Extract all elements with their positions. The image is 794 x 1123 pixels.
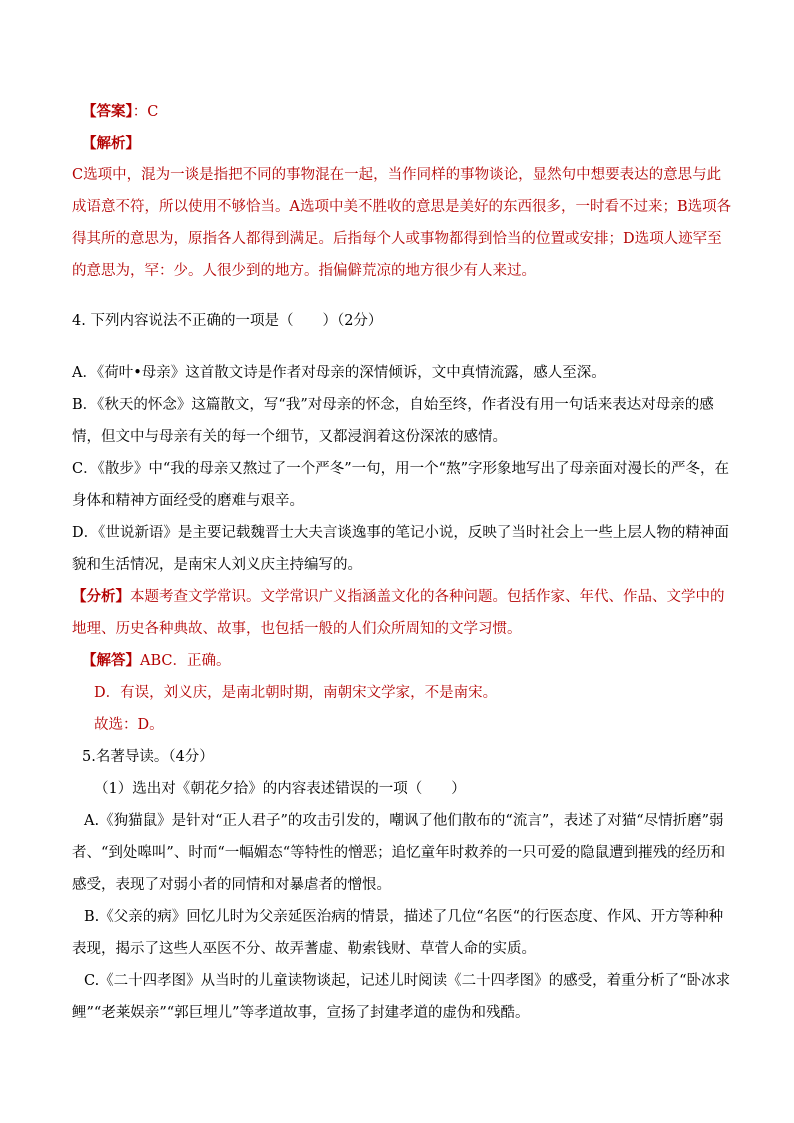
question-4-analysis-text: 本题考查文学常识。文学常识广义指涵盖文化的各种问题。包括作家、年代、作品、文学中的地理、历史各种典故、故事，也包括一般的人们众所周知的文学习惯。 (72, 589, 725, 637)
answer-line (72, 96, 742, 128)
question-4-option-b: B．《秋天的怀念》这篇散文，写“我”对母亲的怀念，自始至终，作者没有用一句话来表达对母亲的感情，但文中与母亲有关的每一个细节，又都浸润着这份深浓的感情。 (72, 397, 714, 445)
analysis-label-line (72, 128, 742, 160)
answer-separator: ： (132, 104, 148, 120)
question-5-stem: 5.名著导读。（4分） (82, 749, 214, 765)
question-4-choice: 故选：D。 (94, 717, 164, 733)
question-4-solution-d: D．有误，刘义庆，是南北朝时期，南朝宋文学家，不是南宋。 (94, 685, 498, 701)
question-4-stem: 4. 下列内容说法不正确的一项是（ ）（2分） (72, 313, 383, 329)
question-5-option-a: A.《狗猫鼠》是针对“正人君子”的攻击引发的，嘲讽了他们散布的“流言”，表述了对猫“尽情折磨”弱者、“到处嗥叫”、时而“一幅媚态“等特性的憎恶；追忆童年时救养的一只可爱的隐鼠遭到摧残的经历和感受，表现了对弱小者的同情和对暴虐者的憎恨。 (72, 813, 726, 893)
question-5-option-b: B.《父亲的病》回忆儿时为父亲延医治病的情景，描述了几位“名医“的行医态度、作风、开方等种种表现，揭示了这些人巫医不分、故弄蓍虚、勒索钱财、草菅人命的实质。 (72, 909, 724, 957)
analysis-text: C选项中，混为一谈是指把不同的事物混在一起，当作同样的事物谈论，显然句中想要表达的意思与此成语意不符，所以使用不够恰当。A选项中美不胜收的意思是美好的东西很多，一时看不过来；B选项各得其所的意思为，原指各人都得到满足。后指每个人或事物都得到恰当的位置或安排；D选项人迹罕至的意思为，罕：少。人很少到的地方。指偏僻荒凉的地方很少有人来过。 (72, 167, 732, 279)
question-5-option-c: C.《二十四孝图》从当时的儿童读物谈起，记述儿时阅读《二十四孝图》的感受，着重分析了“卧冰求鲤”“老莱娱亲”“郭巨埋儿”等孝道故事，宣扬了封建孝道的虚伪和残酷。 (72, 973, 731, 1021)
question-4-solution (72, 645, 742, 677)
question-4-option-d: D．《世说新语》是主要记载魏晋士大夫言谈逸事的笔记小说，反映了当时社会上一些上层人物的精神面貌和生活情况，是南宋人刘义庆主持编写的。 (72, 525, 729, 573)
analysis-label: 【解析】 (82, 135, 140, 152)
question-4-solution-text: ABC．正确。 (140, 653, 231, 669)
question-4-option-a: A．《荷叶•母亲》这首散文诗是作者对母亲的深情倾诉，文中真情流露，感人至深。 (72, 365, 606, 381)
question-5-sub1: （1）选出对《朝花夕拾》的内容表述错误的一项（ ） (94, 781, 466, 797)
question-4-solution-label: 【解答】 (82, 652, 140, 669)
answer-label: 【答案】 (82, 103, 133, 120)
answer-value: C (147, 104, 159, 120)
question-4-analysis-label: 【分析】 (72, 588, 130, 605)
question-4-option-c: C．《散步》中“我的母亲又熬过了一个严冬”一句，用一个“熬”字形象地写出了母亲面对漫长的严冬，在身体和精神方面经受的磨难与艰辛。 (72, 461, 729, 509)
question-4-analysis (72, 581, 732, 645)
